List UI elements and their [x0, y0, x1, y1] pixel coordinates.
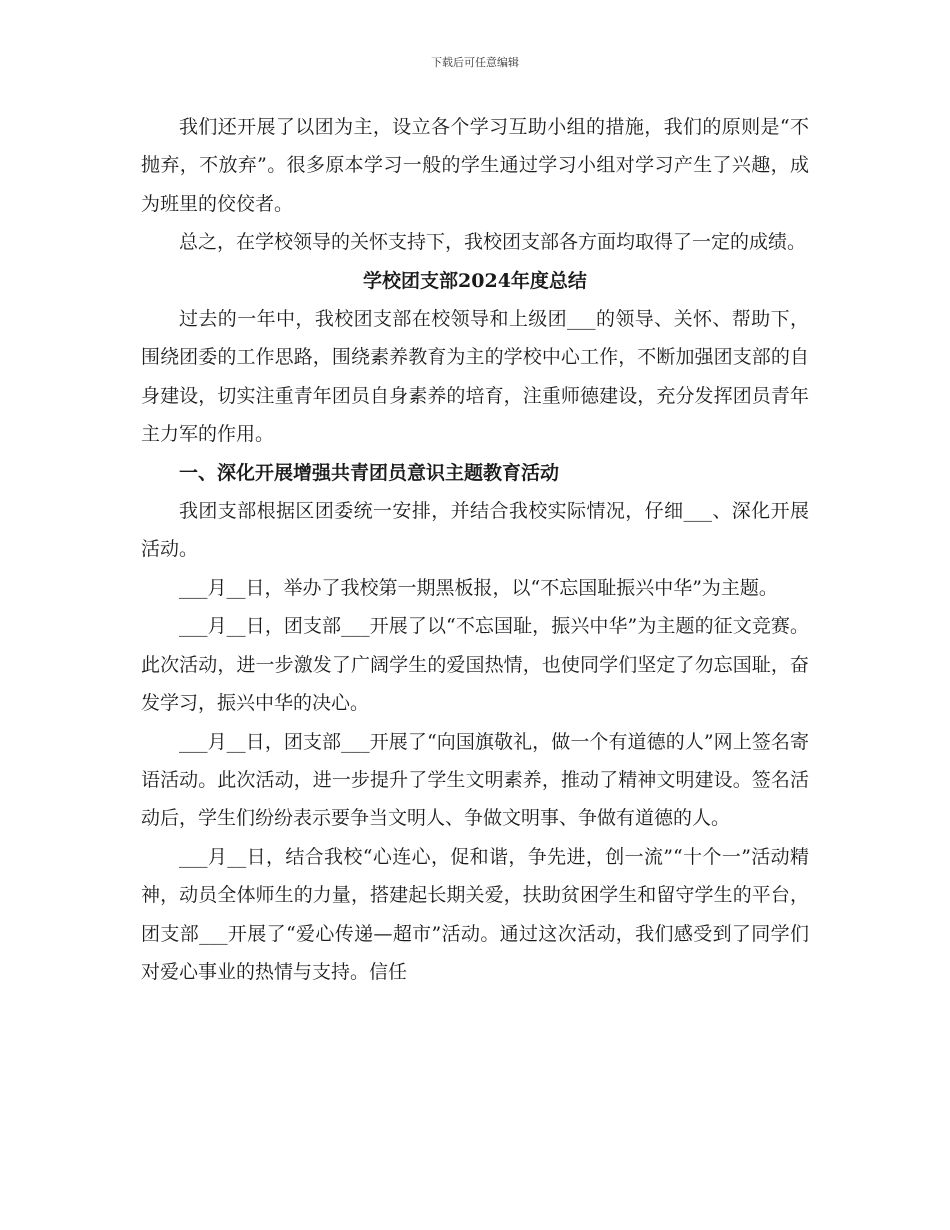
document-body [141, 108, 809, 991]
paragraph-summary: 总之，在学校领导的关怀支持下，我校团支部各方面均取得了一定的成绩。 [179, 231, 807, 254]
paragraph-arrangement: 我团支部根据区团委统一安排，并结合我校实际情况，仔细___、深化开展活动。 [141, 500, 809, 561]
page-header: 下载后可任意编辑 [431, 56, 519, 69]
paragraph-blackboard: ___月__日，举办了我校第一期黑板报，以“不忘国耻振兴中华”为主题。 [179, 576, 778, 599]
paragraph-intro: 过去的一年中，我校团支部在校领导和上级团___的领导、关怀、帮助下，围绕团委的工作思路，围绕素养教育为主的学校中心工作，不断加强团支部的自身建设，切实注重青年团员自身素养的培育，注重师德建设，充分发挥团员青年主力军的作用。 [141, 308, 809, 446]
paragraph-charity-market: ___月__日，结合我校“心连心，促和谐，争先进，创一流”“十个一”活动精神，动员全体师生的力量，搭建起长期关爱，扶助贫困学生和留守学生的平台，团支部___开展了“爱心传递—超市”活动。通过这次活动，我们感受到了同学们对爱心事业的热情与支持。信任 [141, 845, 809, 983]
paragraph-flag-salute: ___月__日，团支部___开展了“向国旗敬礼，做一个有道德的人”网上签名寄语活动。此次活动，进一步提升了学生文明素养，推动了精神文明建设。签名活动后，学生们纷纷表示要争当文明人、争做文明事、争做有道德的人。 [141, 730, 809, 830]
paragraph-essay-contest: ___月__日，团支部___开展了以“不忘国耻，振兴中华”为主题的征文竞赛。此次活动，进一步激发了广阔学生的爱国热情，也使同学们坚定了勿忘国耻，奋发学习，振兴中华的决心。 [141, 615, 809, 715]
document-title: 学校团支部2024年度总结 [363, 269, 587, 292]
section-heading-1: 一、深化开展增强共青团员意识主题教育活动 [179, 461, 560, 484]
paragraph-study-groups: 我们还开展了以团为主，设立各个学习互助小组的措施，我们的原则是“不抛弃，不放弃”。很多原本学习一般的学生通过学习小组对学习产生了兴趣，成为班里的佼佼者。 [141, 116, 809, 215]
